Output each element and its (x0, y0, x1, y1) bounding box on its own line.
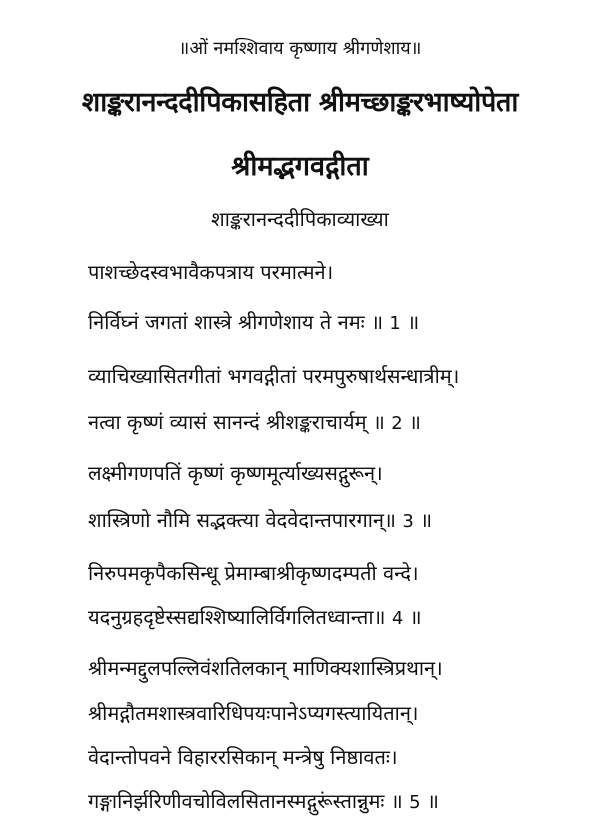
verse-5-line-4 (88, 787, 588, 814)
verse-2-line-1: व्याचिख्यासितगीतां भगवद्गीतां परमपुरुषार्थसन्धात्रीम्। (88, 364, 460, 388)
main-title: शाङ्करानन्ददीपिकासहिता श्रीमच्छाङ्करभाष्योपेता (81, 87, 519, 118)
verse-number: 3 (402, 511, 414, 532)
verse-end-mark: ॥ (409, 605, 422, 629)
commentary-title: शाङ्करानन्ददीपिकाव्याख्या (211, 207, 389, 231)
verse-number: 5 (409, 792, 421, 813)
sub-title: श्रीमद्भगवद्गीता (231, 151, 369, 182)
verse-5-line-2: श्रीमद्गौतमशास्त्रवारिधिपयःपानेऽप्यगस्त्यायितान्। (88, 701, 419, 725)
verse-end-mark: ॥ (426, 789, 439, 813)
verse-end-mark: ॥ (407, 310, 420, 334)
verse-text: यदनुग्रहदृष्टेस्सद्यश्शिष्यालिर्विगलितध्वान्ता॥ (88, 605, 386, 629)
verse-4-line-1: निरुपमकृपैकसिन्धू प्रेमाम्बाश्रीकृष्णदम्पती वन्दे। (88, 561, 419, 585)
verse-5-line-1: श्रीमन्मद्दुलपल्लिवंशतिलकान् माणिक्यशास्त्रिप्रथान्। (88, 656, 443, 680)
verse-text: गङ्गानिर्झरिणीवचोविलसितानस्मद्गुरूंस्तान्नुमः ॥ (88, 789, 403, 813)
verse-end-mark: ॥ (409, 410, 422, 434)
verse-3-line-1: लक्ष्मीगणपतिं कृष्णं कृष्णमूर्त्याख्यसद्गुरून्। (88, 461, 383, 485)
verse-text: नत्वा कृष्णं व्यासं सानन्दं श्रीशङ्कराचार्यम् ॥ (88, 410, 385, 434)
verse-4-line-2 (88, 603, 588, 630)
verse-text: शास्त्रिणो नौमि सद्भक्त्या वेदवेदान्तपारगान्॥ (88, 508, 396, 532)
verse-5-line-3: वेदान्तोपवने विहाररसिकान् मन्त्रेषु निष्ठावतः। (88, 745, 398, 769)
verse-3-line-2 (88, 506, 588, 533)
verse-end-mark: ॥ (420, 508, 433, 532)
verse-1-line-1: पाशच्छेदस्वभावैकपत्राय परमात्मने। (88, 260, 334, 284)
verse-number: 2 (391, 413, 403, 434)
verse-number: 1 (389, 313, 401, 334)
verse-number: 4 (391, 608, 404, 629)
verse-text: निर्विघ्नं जगतां शास्त्रे श्रीगणेशाय ते नमः ॥ (88, 310, 384, 334)
invocation-line: ॥ओं नमश्शिवाय कृष्णाय श्रीगणेशाय॥ (178, 38, 422, 59)
verse-2-line-2 (88, 408, 588, 435)
verse-1-line-2 (88, 308, 588, 335)
